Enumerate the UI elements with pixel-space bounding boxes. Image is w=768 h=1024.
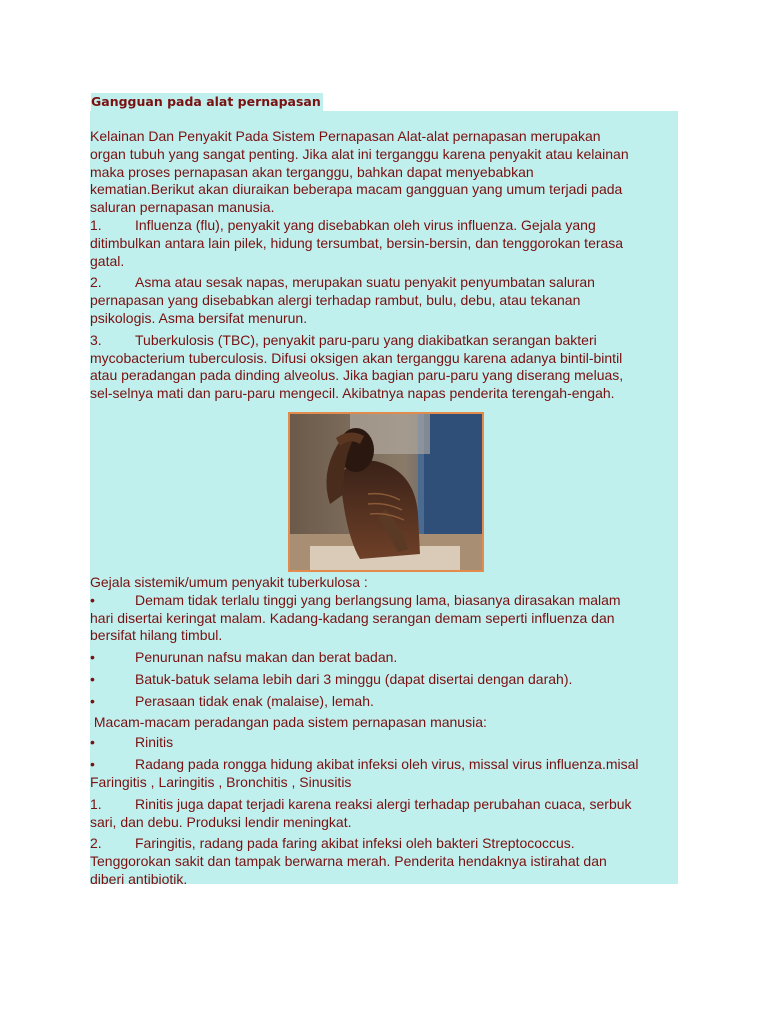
bullet-icon: • xyxy=(90,734,95,751)
bullet-icon: • xyxy=(90,692,95,709)
disease-item-line xyxy=(90,235,678,253)
inflammation-item-text: diberi antibiotik. xyxy=(90,870,188,887)
inflammation-item-line xyxy=(90,796,678,814)
symptoms-heading: Gejala sistemik/umum penyakit tuberkulosa : xyxy=(90,573,368,590)
inflammation-bullet-line xyxy=(90,756,678,774)
disease-item-text: ditimbulkan antara lain pilek, hidung tersumbat, bersin-bersin, dan tenggorokan terasa xyxy=(90,234,624,251)
symptom-item-line xyxy=(90,592,678,610)
symptom-item-line xyxy=(90,693,678,711)
disease-item-line xyxy=(90,332,678,350)
disease-item-text: atau peradangan pada dinding alveolus. Jika bagian paru-paru yang diserang meluas, xyxy=(90,367,624,384)
bullet-icon: • xyxy=(90,756,95,773)
symptom-item-text: bersifat hilang timbul. xyxy=(90,627,223,644)
symptom-item-line xyxy=(90,627,678,645)
disease-item-line xyxy=(90,292,678,310)
inflammation-bullet-text: Radang pada rongga hidung akibat infeksi oleh virus, missal virus influenza.misal xyxy=(135,756,639,773)
inflammation-bullet-line xyxy=(90,774,678,792)
inflammation-item-line xyxy=(90,814,678,832)
inflammation-item-text: Rinitis juga dapat terjadi karena reaksi alergi terhadap perubahan cuaca, serbuk xyxy=(135,795,632,812)
symptom-item-text: Batuk-batuk selama lebih dari 3 minggu (dapat disertai dengan darah). xyxy=(135,670,573,687)
inflammation-item-line xyxy=(90,853,678,871)
inflammation-item-line xyxy=(90,835,678,853)
inflammation-bullet-text: Rinitis xyxy=(135,734,174,751)
disease-item-line xyxy=(90,310,678,328)
disease-item-number: 2. xyxy=(90,274,102,291)
symptom-item-line xyxy=(90,610,678,628)
bullet-icon: • xyxy=(90,670,95,687)
disease-item-text: psikologis. Asma bersifat menurun. xyxy=(90,309,308,326)
symptom-item-line xyxy=(90,649,678,667)
disease-item-number: 3. xyxy=(90,331,102,348)
disease-item-line xyxy=(90,253,678,271)
symptoms-list xyxy=(90,592,678,711)
inflammation-item-number: 1. xyxy=(90,795,102,812)
symptom-item-text: Perasaan tidak enak (malaise), lemah. xyxy=(135,692,374,709)
disease-item-text: mycobacterium tuberculosis. Difusi oksigen akan terganggu karena adanya bintil-bintil xyxy=(90,349,623,366)
disease-item-line xyxy=(90,385,678,403)
symptom-item-text: hari disertai keringat malam. Kadang-kadang serangan demam seperti influenza dan xyxy=(90,609,615,626)
disease-item-text: Tuberkulosis (TBC), penyakit paru-paru yang diakibatkan serangan bakteri xyxy=(135,331,597,348)
inflammation-bullet-line xyxy=(90,734,678,752)
content-panel xyxy=(90,111,678,887)
disease-item-line xyxy=(90,350,678,368)
intro-line: maka proses pernapasan akan terganggu, bahkan dapat menyebabkan xyxy=(90,163,534,180)
inflammation-numbered-list xyxy=(90,796,678,889)
disease-list xyxy=(90,217,678,403)
disease-item-text: Influenza (flu), penyakit yang disebabkan oleh virus influenza. Gejala yang xyxy=(135,216,596,233)
inflammation-item-number: 2. xyxy=(90,835,102,852)
inflammation-item-text: Faringitis, radang pada faring akibat infeksi oleh bakteri Streptococcus. xyxy=(135,835,575,852)
tuberculosis-patient-photo xyxy=(288,412,484,572)
disease-item-text: Asma atau sesak napas, merupakan suatu penyakit penyumbatan saluran xyxy=(135,274,595,291)
disease-item-line xyxy=(90,367,678,385)
inflammation-bullet-text: Faringitis , Laringitis , Bronchitis , Sinusitis xyxy=(90,773,352,790)
symptom-item-text: Demam tidak terlalu tinggi yang berlangsung lama, biasanya dirasakan malam xyxy=(135,591,621,608)
inflammation-item-text: Tenggorokan sakit dan tampak berwarna merah. Penderita hendaknya istirahat dan xyxy=(90,853,607,870)
inflammation-heading: Macam-macam peradangan pada sistem pernapasan manusia: xyxy=(90,713,487,730)
inflammation-item-line xyxy=(90,871,678,889)
intro-line: Kelainan Dan Penyakit Pada Sistem Pernapasan Alat-alat pernapasan merupakan xyxy=(90,128,601,144)
intro-line: saluran pernapasan manusia. xyxy=(90,199,275,216)
disease-item-text: pernapasan yang disebabkan alergi terhadap rambut, bulu, debu, atau tekanan xyxy=(90,292,581,309)
inflammation-item-text: sari, dan debu. Produksi lendir meningkat. xyxy=(90,813,352,830)
symptom-item-line xyxy=(90,671,678,689)
disease-item-text: sel-selnya mati dan paru-paru mengecil. Akibatnya napas penderita terengah-engah. xyxy=(90,385,615,402)
disease-item-text: gatal. xyxy=(90,252,125,269)
photo-container xyxy=(90,412,678,572)
symptom-item-text: Penurunan nafsu makan dan berat badan. xyxy=(135,649,398,666)
disease-item-number: 1. xyxy=(90,216,102,233)
intro-line: organ tubuh yang sangat penting. Jika alat ini terganggu karena penyakit atau kelainan xyxy=(90,145,629,162)
document-title: Gangguan pada alat pernapasan xyxy=(91,94,321,109)
intro-line: kematian.Berikut akan diuraikan beberapa macam gangguan yang umum terjadi pada xyxy=(90,181,623,198)
bullet-icon: • xyxy=(90,649,95,666)
disease-item-line xyxy=(90,217,678,235)
inflammation-bullet-list xyxy=(90,734,678,791)
intro-paragraph xyxy=(90,128,678,217)
bullet-icon: • xyxy=(90,591,95,608)
disease-item-line xyxy=(90,274,678,292)
